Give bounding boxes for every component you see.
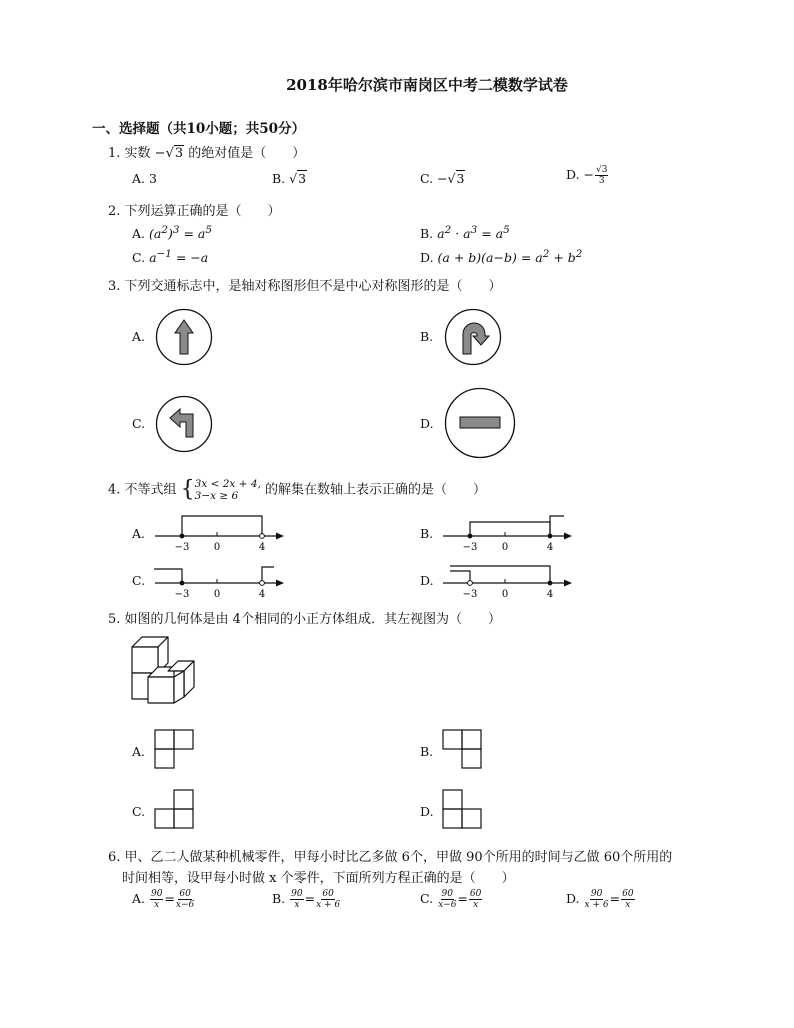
tick-label: 0 bbox=[501, 589, 509, 600]
question-5-stem: 5. 如图的几何体是由 4个相同的小正方体组成．其左视图为（ ） bbox=[108, 612, 501, 627]
q3-label-b: B. bbox=[420, 329, 434, 344]
left-turn-sign-icon bbox=[155, 395, 213, 453]
q2-option-c: C. $a^{-1} = -a$ bbox=[132, 248, 209, 266]
tick-label: 4 bbox=[546, 589, 554, 600]
tick-label: −3 bbox=[174, 542, 190, 553]
number-line-b bbox=[438, 510, 578, 556]
q6-option-b: B. $\frac{90}{x}$ = $\frac{60}{x + 6}$ bbox=[272, 889, 341, 910]
q1-option-b: B. √3 bbox=[272, 171, 307, 186]
tick-label: −3 bbox=[462, 589, 478, 600]
question-3-stem: 3. 下列交通标志中，是轴对称图形但不是中心对称图形的是（ ） bbox=[108, 279, 502, 294]
q6-option-a: A. $\frac{90}{x}$ = $\frac{60}{x-6}$ bbox=[132, 889, 195, 910]
page-title: 2018年哈尔滨市南岗区中考二模数学试卷 bbox=[286, 76, 568, 94]
tick-label: 0 bbox=[213, 542, 221, 553]
section-heading: 一、选择题（共10小题；共50分） bbox=[92, 121, 306, 137]
number-line-c bbox=[150, 557, 290, 603]
tick-label: 4 bbox=[258, 542, 266, 553]
q4-label-d: D. bbox=[420, 573, 434, 588]
tick-label: −3 bbox=[462, 542, 478, 553]
tick-label: 0 bbox=[213, 589, 221, 600]
q3-label-c: C. bbox=[132, 416, 146, 431]
q1-option-c: C. −√3 bbox=[420, 171, 465, 186]
tick-label: 4 bbox=[546, 542, 554, 553]
q4-label-c: C. bbox=[132, 573, 146, 588]
q1-option-d: D. − $\frac{√3}{3}$ bbox=[566, 165, 608, 186]
cube-solid-figure bbox=[128, 633, 200, 711]
tick-label: 4 bbox=[258, 589, 266, 600]
number-line-a bbox=[150, 510, 290, 556]
tick-label: −3 bbox=[174, 589, 190, 600]
view-option-c bbox=[154, 789, 196, 831]
view-option-a bbox=[154, 729, 196, 771]
q4-label-b: B. bbox=[420, 526, 434, 541]
q2-option-d: D. $(a + b)(a-b) = a^2 + b^2$ bbox=[420, 248, 583, 266]
up-arrow-sign-icon bbox=[155, 308, 213, 366]
question-4-stem: 4. 不等式组 {3x < 2x + 4, 3−x ≥ 6 的解集在数轴上表示正确的是（ ） bbox=[108, 477, 486, 502]
tick-label: 0 bbox=[501, 542, 509, 553]
q6-option-d: D. $\frac{90}{x + 6}$ = $\frac{60}{x}$ bbox=[566, 889, 634, 910]
q2-option-b: B. $a^2 \cdot a^3 = a^5$ bbox=[420, 224, 510, 242]
q3-label-d: D. bbox=[420, 416, 434, 431]
view-option-d bbox=[442, 789, 484, 831]
q5-label-d: D. bbox=[420, 804, 434, 819]
no-entry-bar-sign-icon bbox=[444, 387, 516, 459]
q6-option-c: C. $\frac{90}{x-6}$ = $\frac{60}{x}$ bbox=[420, 889, 482, 910]
question-2-stem: 2. 下列运算正确的是（ ） bbox=[108, 204, 281, 219]
number-line-d bbox=[438, 557, 578, 603]
q4-label-a: A. bbox=[132, 526, 146, 541]
q3-label-a: A. bbox=[132, 329, 146, 344]
q2-option-a: A. $(a^2)^3 = a^5$ bbox=[132, 224, 212, 242]
q5-label-b: B. bbox=[420, 744, 434, 759]
q5-label-a: A. bbox=[132, 744, 146, 759]
question-6-stem-line-2: 时间相等，设甲每小时做 x 个零件，下面所列方程正确的是（ ） bbox=[122, 871, 515, 886]
question-1-stem: 1. 实数 −√3 的绝对值是（ ） bbox=[108, 146, 306, 161]
q1-option-a: A. 3 bbox=[132, 171, 157, 186]
view-option-b bbox=[442, 729, 484, 771]
q5-label-c: C. bbox=[132, 804, 146, 819]
question-6-stem-line-1: 6. 甲、乙二人做某种机械零件，甲每小时比乙多做 6个，甲做 90个所用的时间与乙做 60个所用的 bbox=[108, 850, 673, 865]
u-turn-sign-icon bbox=[444, 308, 502, 366]
